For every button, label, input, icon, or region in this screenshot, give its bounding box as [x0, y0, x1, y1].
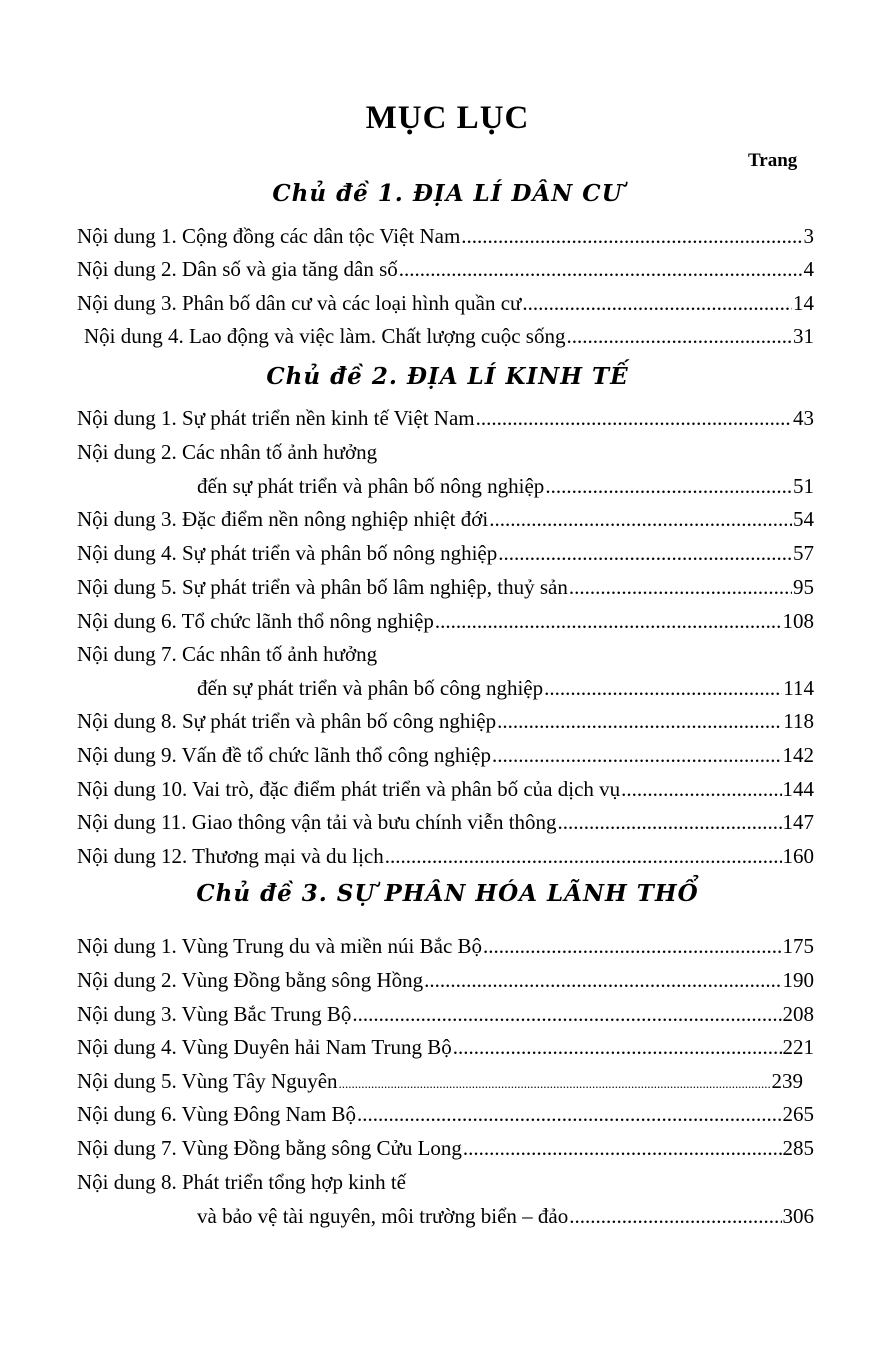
toc-entry[interactable] — [77, 541, 814, 571]
toc-entry-label: Nội dung 8. Phát triển tổng hợp kinh tế — [77, 1170, 406, 1194]
toc-entry-label: Nội dung 2. Vùng Đồng bằng sông Hồng — [77, 968, 424, 992]
toc-entry-page: 95 — [793, 575, 814, 599]
toc-entry-label: Nội dung 4. Lao động và việc làm. Chất lượng cuộc sống — [84, 324, 566, 348]
toc-entry-page: 306 — [782, 1204, 814, 1228]
leader-dots — [492, 743, 781, 768]
toc-entry-page: 4 — [803, 257, 814, 281]
toc-entry-page: 190 — [782, 968, 814, 992]
toc-entry[interactable] — [77, 844, 814, 874]
leader-dots — [463, 1136, 782, 1161]
toc-entry-page: 31 — [793, 324, 814, 348]
leader-dots — [569, 575, 792, 600]
toc-entry-page: 175 — [782, 934, 814, 958]
leader-dots — [545, 474, 792, 499]
toc-entry-continuation-text: và bảo vệ tài nguyên, môi trường biển – đảo — [197, 1204, 569, 1228]
toc-entry-label: Nội dung 8. Sự phát triển và phân bố công nghiệp — [77, 709, 497, 733]
toc-entry-label: Nội dung 9. Vấn đề tổ chức lãnh thổ công nghiệp — [77, 743, 492, 767]
toc-entry[interactable] — [77, 575, 814, 605]
toc-entry[interactable] — [77, 1035, 814, 1065]
toc-entry-page: 285 — [782, 1136, 814, 1160]
toc-entry-label: Nội dung 5. Vùng Tây Nguyên — [77, 1069, 338, 1093]
leader-dots — [569, 1204, 781, 1229]
leader-dots — [566, 324, 792, 349]
toc-entry-label: Nội dung 1. Vùng Trung du và miền núi Bắc Bộ — [77, 934, 483, 958]
toc-entry[interactable] — [77, 291, 814, 321]
toc-entry[interactable] — [84, 324, 814, 354]
toc-entry-continuation[interactable] — [197, 1204, 814, 1234]
toc-entry-label: Nội dung 7. Các nhân tố ảnh hưởng — [77, 642, 378, 666]
toc-entry-page: 43 — [793, 406, 814, 430]
page-title: MỤC LỤC — [365, 100, 530, 136]
leader-dots — [385, 844, 782, 869]
toc-entry-label: Nội dung 4. Vùng Duyên hải Nam Trung Bộ — [77, 1035, 452, 1059]
leader-dots — [476, 406, 792, 431]
toc-entry[interactable] — [77, 1102, 814, 1132]
toc-entry[interactable] — [77, 1069, 803, 1099]
toc-entry-page: 265 — [782, 1102, 814, 1126]
leader-dots — [498, 541, 792, 566]
leader-dots — [453, 1035, 782, 1060]
leader-dots — [352, 1002, 781, 1027]
toc-entry-page: 142 — [782, 743, 814, 767]
toc-entry-label: Nội dung 6. Vùng Đông Nam Bộ — [77, 1102, 357, 1126]
leader-dots — [544, 676, 782, 701]
toc-entry-page: 51 — [793, 474, 814, 498]
toc-entry[interactable] — [77, 406, 814, 436]
leader-dots — [339, 1076, 771, 1092]
toc-entry[interactable] — [77, 777, 814, 807]
toc-entry-continuation-text: đến sự phát triển và phân bố công nghiệp — [197, 676, 544, 700]
toc-entry-page: 221 — [782, 1035, 814, 1059]
toc-entry[interactable] — [77, 968, 814, 998]
section-heading-1: Chủ đề 1. ĐỊA LÍ DÂN CƯ — [272, 180, 623, 207]
toc-entry[interactable] — [77, 609, 814, 639]
toc-entry-label: Nội dung 5. Sự phát triển và phân bố lâm nghiệp, thuỷ sản — [77, 575, 568, 599]
toc-entry-continuation[interactable] — [197, 474, 814, 504]
leader-dots — [497, 709, 782, 734]
toc-entry[interactable] — [77, 1136, 814, 1166]
toc-entry-label: Nội dung 11. Giao thông vận tải và bưu chính viễn thông — [77, 810, 557, 834]
toc-entry-page: 108 — [782, 609, 814, 633]
section-heading-3: Chủ đề 3. SỰ PHÂN HÓA LÃNH THỔ — [196, 880, 699, 907]
leader-dots — [357, 1102, 781, 1127]
toc-entry[interactable] — [77, 743, 814, 773]
toc-entry-label: Nội dung 4. Sự phát triển và phân bố nông nghiệp — [77, 541, 498, 565]
toc-entry-label: Nội dung 12. Thương mại và du lịch — [77, 844, 384, 868]
toc-entry-continuation[interactable] — [197, 676, 814, 706]
toc-entry-continuation-text: đến sự phát triển và phân bố nông nghiệp — [197, 474, 545, 498]
toc-entry-page: 239 — [771, 1069, 803, 1093]
leader-dots — [558, 810, 782, 835]
toc-entry-page: 3 — [803, 224, 814, 248]
toc-entry-label: Nội dung 10. Vai trò, đặc điểm phát triển và phân bố của dịch vụ — [77, 777, 621, 801]
toc-entry-page: 57 — [793, 541, 814, 565]
leader-dots — [522, 291, 792, 316]
toc-entry-page: 160 — [782, 844, 814, 868]
toc-entry[interactable] — [77, 440, 814, 470]
toc-entry-page: 144 — [782, 777, 814, 801]
toc-entry-label: Nội dung 6. Tổ chức lãnh thổ nông nghiệp — [77, 609, 434, 633]
toc-entry-label: Nội dung 3. Đặc điểm nền nông nghiệp nhiệt đới — [77, 507, 489, 531]
toc-entry[interactable] — [77, 507, 814, 537]
toc-entry-label: Nội dung 1. Sự phát triển nền kinh tế Việt Nam — [77, 406, 475, 430]
toc-entry-label: Nội dung 2. Các nhân tố ảnh hưởng — [77, 440, 378, 464]
toc-entry-page: 114 — [783, 676, 814, 700]
toc-entry[interactable] — [77, 257, 814, 287]
leader-dots — [461, 224, 802, 249]
toc-entry-page: 208 — [782, 1002, 814, 1026]
toc-entry[interactable] — [77, 642, 814, 672]
leader-dots — [489, 507, 792, 532]
toc-entry-page: 54 — [793, 507, 814, 531]
toc-entry[interactable] — [77, 709, 814, 739]
toc-entry-label: Nội dung 7. Vùng Đồng bằng sông Cửu Long — [77, 1136, 462, 1160]
toc-entry-label: Nội dung 2. Dân số và gia tăng dân số — [77, 257, 398, 281]
leader-dots — [621, 777, 781, 802]
toc-entry[interactable] — [77, 224, 814, 254]
leader-dots — [483, 934, 781, 959]
leader-dots — [399, 257, 803, 282]
toc-entry-label: Nội dung 1. Cộng đồng các dân tộc Việt Nam — [77, 224, 461, 248]
toc-entry[interactable] — [77, 1170, 814, 1200]
toc-entry-page: 118 — [783, 709, 814, 733]
leader-dots — [424, 968, 781, 993]
section-heading-2: Chủ đề 2. ĐỊA LÍ KINH TẾ — [266, 363, 629, 390]
toc-entry[interactable] — [77, 934, 814, 964]
toc-entry-label: Nội dung 3. Vùng Bắc Trung Bộ — [77, 1002, 352, 1026]
leader-dots — [435, 609, 782, 634]
toc-entry[interactable] — [77, 1002, 814, 1032]
page-column-label: Trang — [748, 150, 798, 171]
toc-entry-page: 14 — [793, 291, 814, 315]
toc-entry[interactable] — [77, 810, 814, 840]
toc-entry-page: 147 — [782, 810, 814, 834]
toc-entry-label: Nội dung 3. Phân bố dân cư và các loại hình quần cư — [77, 291, 522, 315]
